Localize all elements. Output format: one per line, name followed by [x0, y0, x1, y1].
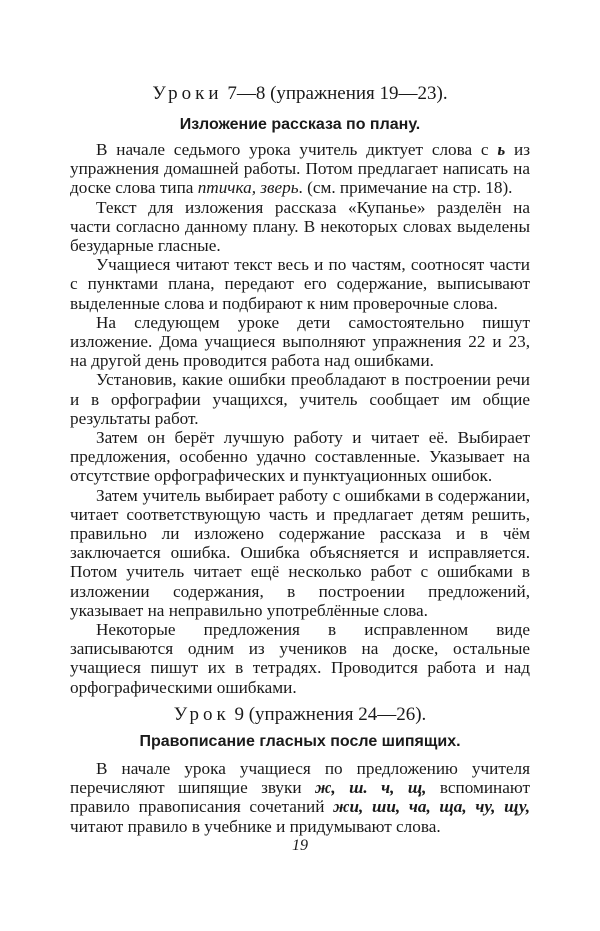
p1-text-b: из упражнения домашней работы. Потом предлагает написать на доске слова типа	[70, 140, 530, 198]
lesson-9-heading	[70, 703, 530, 727]
p1-text-a: В начале седьмого урока учитель диктует слова с	[96, 140, 498, 159]
lesson-title-word: Уроки	[152, 83, 223, 104]
p1-text-c: . (см. примечание на стр. 18).	[298, 178, 513, 198]
paragraph-1	[70, 140, 530, 198]
lesson2-title-rest: 9 (упражнения 24—26).	[234, 703, 427, 725]
paragraph-7: Затем учитель выбирает работу с ошибками в содержании, читает соответствующую часть и предлагает детям решить, правильно ли изложено содержание рассказа и в чём заключается ошибка. Ошибка объясняется и исправляется. Потом учитель читает ещё несколько работ с ошибками в изложении содержания, в построении предложений, указывает на неправильно употреблённые слова.	[70, 485, 530, 620]
paragraph-4: На следующем уроке дети самостоятельно пишут изложение. Дома учащиеся выполняют упражнения 22 и 23, на другой день проводится работа над ошибками.	[70, 312, 530, 371]
paragraph-9	[70, 759, 530, 836]
p9-text-c: читают правило в учебнике и придумывают слова.	[70, 816, 441, 836]
lesson2-title-word: Урок	[173, 703, 230, 725]
paragraph-2: Текст для изложения рассказа «Купанье» разделён на части согласно данному плану. В некоторых словах выделены безударные гласные.	[70, 197, 530, 256]
page-content	[70, 82, 530, 836]
letter-combinations: жи, ши, ча, ща, чу, щу,	[333, 797, 530, 817]
lesson-7-8-heading	[70, 82, 530, 106]
soft-sign: ь	[497, 140, 506, 159]
lesson-title-rest: 7—8 (упражнения 19—23).	[227, 83, 448, 104]
p9-text-b: вспоминают правило правописания сочетаний	[70, 778, 530, 817]
paragraph-8: Некоторые предложения в исправленном виде записываются одним из учеников на доске, остальные учащиеся пишут их в тетрадях. Проводится работа и над орфографическими ошибками.	[70, 620, 530, 697]
lesson-9-subtitle: Правописание гласных после шипящих.	[139, 732, 461, 750]
paragraph-5: Установив, какие ошибки преобладают в построении речи и в орфографии учащихся, учитель сообщает им общие результаты работ.	[70, 370, 530, 428]
hissing-sounds: ж, ш. ч, щ,	[315, 778, 427, 798]
paragraph-6: Затем он берёт лучшую работу и читает её. Выбирает предложения, особенно удачно составленные. Указывает на отсутствие орфографических и пунктуационных ошибок.	[70, 428, 530, 486]
page-number: 19	[292, 837, 308, 854]
paragraph-3: Учащиеся читают текст весь и по частям, соотносят части с пунктами плана, передают его содержание, выписывают выделенные слова и подбирают к ним проверочные слова.	[70, 255, 530, 313]
lesson-7-8-subtitle: Изложение рассказа по плану.	[179, 116, 421, 133]
p1-examples: птичка, зверь	[197, 178, 299, 198]
p9-text-a: В начале урока учащиеся по предложению учителя перечисляют шипящие звуки	[70, 758, 530, 798]
